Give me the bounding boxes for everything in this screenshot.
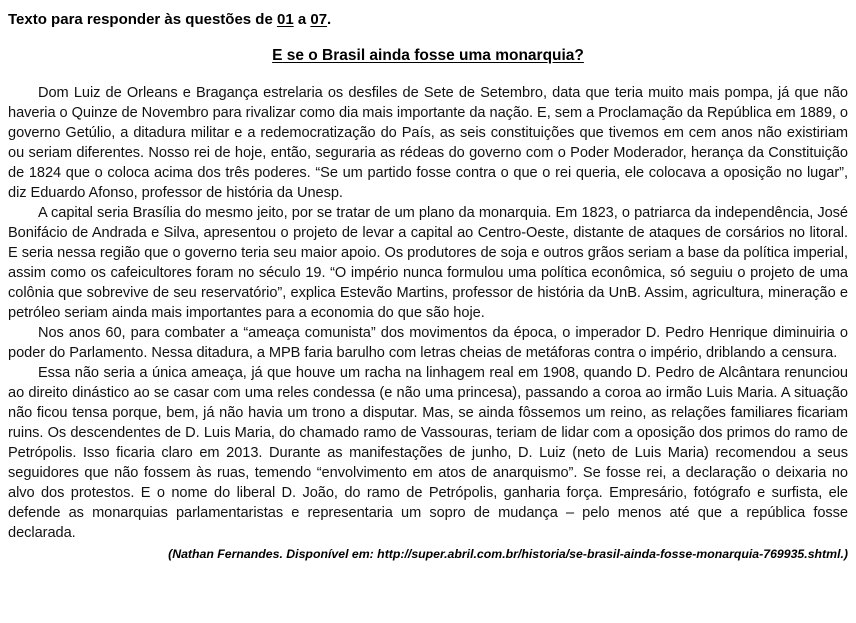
question-start-number: 01 (276, 11, 294, 28)
paragraph-3: Nos anos 60, para combater a “ameaça comunista” dos movimentos da época, o imperador D. Pedro Henrique diminuiria o poder do Parlamento. Nessa ditadura, a MPB faria barulho com letras cheias de metáforas contra o império, driblando a censura. (8, 325, 848, 361)
paragraph-1: Dom Luiz de Orleans e Bragança estrelaria os desfiles de Sete de Setembro, data que teria muito mais pompa, já que não haveria o Quinze de Novembro para rivalizar como dia mais importante da nação. E, sem a Proclamação da República em 1889, o governo Getúlio, a ditadura militar e a redemocratização do País, as seis constituições que tivemos em cem anos não existiriam ou seriam diferentes. Nosso rei de hoje, então, seguraria as rédeas do governo com o Poder Moderador, herança da Constituição de 1824 que o coloca acima dos três poderes. “Se um partido fosse contra o que o rei queria, ele colocava a oposição no lugar”, diz Eduardo Afonso, professor de história da Unesp. (8, 85, 848, 201)
text-title (8, 47, 848, 65)
citation-source: (Nathan Fernandes. Disponível em: http://super.abril.com.br/historia/se-brasil-ainda-fosse-monarquia-769935.shtml.) (168, 547, 848, 561)
instruction-suffix: . (327, 11, 332, 28)
question-end-number: 07 (310, 11, 328, 28)
instruction-prefix: Texto para responder às questões de (8, 11, 277, 28)
instruction-line (8, 10, 848, 30)
instruction-connector: a (293, 11, 311, 28)
text-body (8, 83, 848, 543)
paragraph-4: Essa não seria a única ameaça, já que houve um racha na linhagem real em 1908, quando D. Pedro de Alcântara renunciou ao direito dinástico ao se casar com uma reles condessa (e não uma princesa), passando a coroa ao irmão Luis Maria. A situação não ficou tensa porque, bem, já não havia um trono a disputar. Mas, se ainda fôssemos um reino, as relações familiares ficariam ruins. Os descendentes de D. Luis Maria, do chamado ramo de Vassouras, teriam de lidar com a oposição dos primos do ramo de Petrópolis. Isso ficaria claro em 2013. Durante as manifestações de junho, D. Luiz (neto de Luis Maria) recomendou a seus seguidores que não fossem às ruas, temendo “envolvimento em atos de anarquismo”. Se fosse rei, a declaração o deixaria no alvo dos protestos. E o nome do liberal D. João, do ramo de Petrópolis, ganharia força. Empresário, fotógrafo e surfista, ele defende as monarquias parlamentaristas e representaria um sopro de mudança – pelo menos até que a república fosse declarada. (8, 365, 848, 541)
paragraph-2: A capital seria Brasília do mesmo jeito, por se tratar de um plano da monarquia. Em 1823, o patriarca da independência, José Bonifácio de Andrada e Silva, apresentou o projeto de levar a capital ao Centro-Oeste, distante de ataques de corsários no litoral. E seria nessa região que o governo teria seu maior apoio. Os produtores de soja e outros grãos seriam a base da política imperial, assim como os cafeicultores foram no século 19. “O império nunca formulou uma política econômica, só seguiu o projeto de uma colônia que sobrevive de seu reservatório”, explica Estevão Martins, professor de história da UnB. Assim, agricultura, mineração e petróleo seriam ainda mais importantes para a economia do que são hoje. (8, 205, 848, 321)
text-title-label: E se o Brasil ainda fosse uma monarquia? (272, 47, 584, 64)
